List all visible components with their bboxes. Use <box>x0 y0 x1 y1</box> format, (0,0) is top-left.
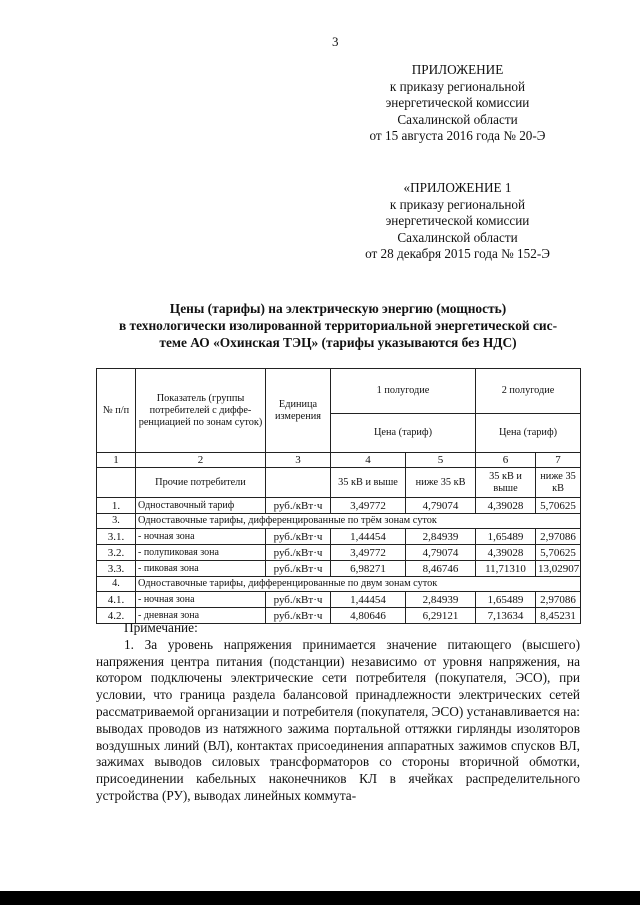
row-number: 3.1. <box>97 529 136 545</box>
appendix-line: к приказу региональной <box>389 78 526 94</box>
tariff-value: 7,13634 <box>476 608 536 624</box>
row-number: 4. <box>97 577 136 592</box>
voltage-label: ниже 35 кВ <box>536 468 581 498</box>
header-indicator: Показатель (группы потребителей с диффе-ренциацией по зонам суток) <box>136 369 266 453</box>
tariff-value: 4,79074 <box>406 498 476 514</box>
notes-heading: Примечание: <box>124 620 198 635</box>
appendix1-line: к приказу региональной <box>389 196 526 212</box>
voltage-label: ниже 35 кВ <box>406 468 476 498</box>
tariff-value: 11,71310 <box>476 561 536 577</box>
table-row <box>97 592 581 608</box>
header-unit: Единица измерения <box>266 369 331 453</box>
group-row <box>97 577 581 592</box>
column-number: 2 <box>136 453 266 468</box>
tariff-value: 1,65489 <box>476 529 536 545</box>
appendix-title: ПРИЛОЖЕНИЕ <box>411 62 504 77</box>
appendix1-header <box>355 180 560 263</box>
row-unit: руб./кВт·ч <box>266 608 331 624</box>
tariff-value: 8,46746 <box>406 561 476 577</box>
group-title: Одноставочные тарифы, дифференцированные по двум зонам суток <box>136 577 581 592</box>
tariff-value: 1,44454 <box>331 592 406 608</box>
title-line: теме АО «Охинская ТЭЦ» (тарифы указываются без НДС) <box>159 335 517 350</box>
row-unit: руб./кВт·ч <box>266 545 331 561</box>
header-price2: Цена (тариф) <box>476 414 581 453</box>
tariff-value: 3,49772 <box>331 498 406 514</box>
header-no: № п/п <box>97 369 136 453</box>
column-number: 4 <box>331 453 406 468</box>
tariff-value: 4,39028 <box>476 498 536 514</box>
table-row <box>97 529 581 545</box>
tariff-value: 2,84939 <box>406 529 476 545</box>
table-row <box>97 498 581 514</box>
row-unit: руб./кВт·ч <box>266 529 331 545</box>
tariff-value: 13,02907 <box>536 561 581 577</box>
tariff-value: 4,80646 <box>331 608 406 624</box>
appendix1-title: «ПРИЛОЖЕНИЕ 1 <box>403 180 512 195</box>
row-unit: руб./кВт·ч <box>266 561 331 577</box>
appendix-line: энергетической комиссии <box>385 95 530 110</box>
appendix1-line: от 28 декабря 2015 года № 152-Э <box>365 246 550 261</box>
header-price1: Цена (тариф) <box>331 414 476 453</box>
page-number: 3 <box>332 34 339 49</box>
row-indicator: - ночная зона <box>136 592 266 608</box>
row-number: 3. <box>97 514 136 529</box>
scan-border <box>0 891 640 905</box>
tariff-value: 2,84939 <box>406 592 476 608</box>
tariff-value: 3,49772 <box>331 545 406 561</box>
notes-paragraph: 1. За уровень напряжения принимается значение питающего (высшего) напряжения центра питания (подстанции) независимо от уровня напряжения, на котором подключены электрические сети потребителя (покупателя, ЭСО), при условии, что граница раздела балансовой принадлежности электрических сетей рассматриваемой организации и потребителя (покупателя, ЭСО) устанавливается на: выводах проводов из натяжного зажима портальной оттяжки гирлянды изоляторов воздушных линий (ВЛ), контактах присоединения аппаратных зажимов спусков ВЛ, зажимах выводов силовых трансформаторов со стороны вторичной обмотки, присоединении кабельных наконечников КЛ в ячейках распределительного устройства (РУ), выводах линейных коммута- <box>96 636 580 803</box>
column-number: 6 <box>476 453 536 468</box>
notes <box>96 620 580 805</box>
header-half1: 1 полугодие <box>331 369 476 414</box>
tariff-value: 6,98271 <box>331 561 406 577</box>
appendix1-line: Сахалинской области <box>397 229 518 245</box>
row-number: 3.3. <box>97 561 136 577</box>
appendix-header <box>355 62 560 145</box>
group-title: Одноставочные тарифы, дифференцированные по трём зонам суток <box>136 514 581 529</box>
consumer-group: Прочие потребители <box>136 468 266 498</box>
column-number-row <box>97 453 581 468</box>
tariff-value: 5,70625 <box>536 545 581 561</box>
row-number: 4.2. <box>97 608 136 624</box>
row-indicator: - полупиковая зона <box>136 545 266 561</box>
appendix-line: от 15 августа 2016 года № 20-Э <box>369 128 546 143</box>
header-half2: 2 полугодие <box>476 369 581 414</box>
tariff-value: 5,70625 <box>536 498 581 514</box>
appendix-line: Сахалинской области <box>397 111 518 127</box>
tariff-value: 2,97086 <box>536 592 581 608</box>
row-unit: руб./кВт·ч <box>266 592 331 608</box>
row-number: 4.1. <box>97 592 136 608</box>
voltage-label: 35 кВ и выше <box>331 468 406 498</box>
row-number: 3.2. <box>97 545 136 561</box>
subheader-row <box>97 468 581 498</box>
column-number: 3 <box>266 453 331 468</box>
row-indicator: - дневная зона <box>136 608 266 624</box>
appendix1-line: энергетической комиссии <box>385 213 530 228</box>
table-row <box>97 545 581 561</box>
group-row <box>97 514 581 529</box>
tariff-value: 1,65489 <box>476 592 536 608</box>
title-line: в технологически изолированной территориальной энергетической сис- <box>118 318 558 333</box>
row-indicator: Одноставочный тариф <box>136 498 266 514</box>
tariff-value: 8,45231 <box>536 608 581 624</box>
tariff-value: 2,97086 <box>536 529 581 545</box>
table-row <box>97 561 581 577</box>
title-line: Цены (тарифы) на электрическую энергию (мощность) <box>169 301 507 316</box>
tariff-value: 1,44454 <box>331 529 406 545</box>
row-number: 1. <box>97 498 136 514</box>
document-title <box>96 300 580 351</box>
voltage-label: 35 кВ и выше <box>476 468 536 498</box>
column-number: 1 <box>97 453 136 468</box>
column-number: 5 <box>406 453 476 468</box>
row-indicator: - ночная зона <box>136 529 266 545</box>
tariff-value: 4,39028 <box>476 545 536 561</box>
tariff-value: 4,79074 <box>406 545 476 561</box>
column-number: 7 <box>536 453 581 468</box>
row-unit: руб./кВт·ч <box>266 498 331 514</box>
row-indicator: - пиковая зона <box>136 561 266 577</box>
tariff-value: 6,29121 <box>406 608 476 624</box>
tariff-table <box>96 368 581 624</box>
